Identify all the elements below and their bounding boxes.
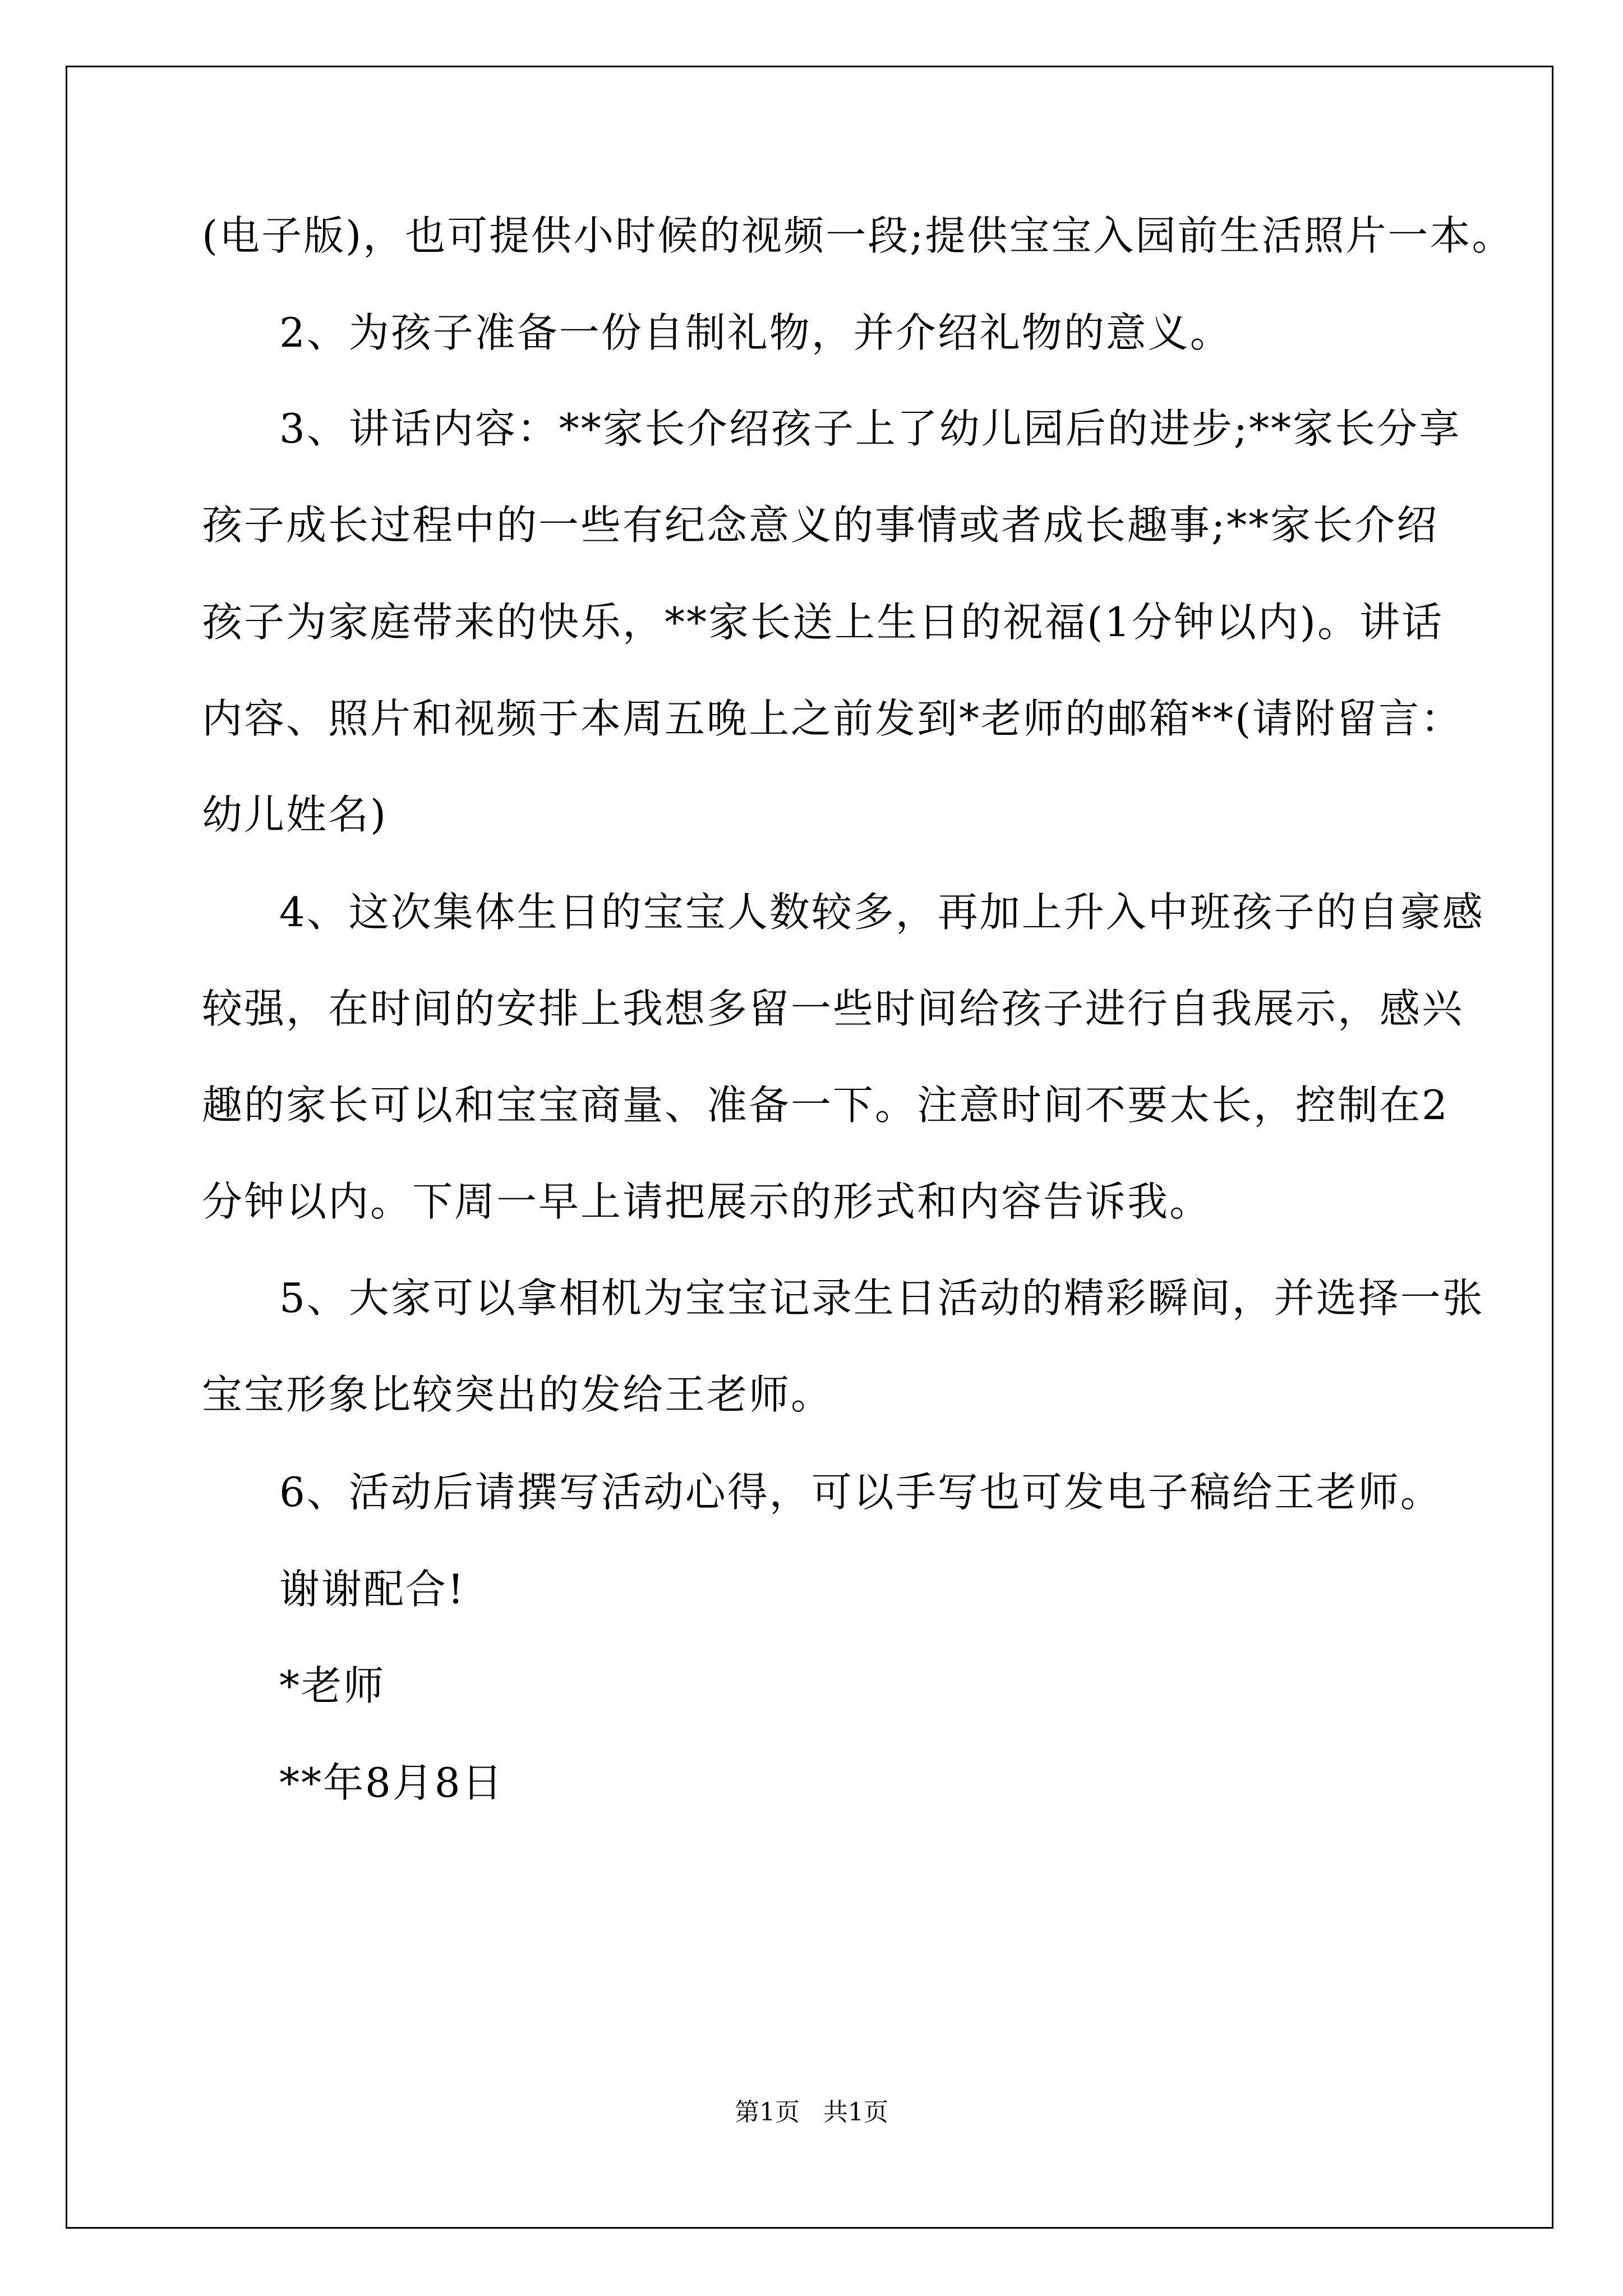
paragraph-item-3-line-5: 幼儿姓名) — [202, 791, 388, 838]
paragraph-item-4-line-4: 分钟以内。下周一早上请把展示的形式和内容告诉我。 — [202, 1178, 1212, 1225]
paragraph-item-6: 6、活动后请撰写活动心得，可以手写也可发电子稿给王老师。 — [279, 1469, 1442, 1516]
paragraph-item-3-line-3: 孩子为家庭带来的快乐，**家长送上生日的祝福(1分钟以内)。讲话 — [202, 599, 1444, 646]
paragraph-item-4-line-1: 4、这次集体生日的宝宝人数较多，再加上升入中班孩子的自豪感 — [279, 889, 1484, 936]
page-border — [66, 66, 1553, 2229]
paragraph-item-4-line-2: 较强，在时间的安排上我想多留一些时间给孩子进行自我展示，感兴 — [202, 985, 1464, 1032]
closing-thanks: 谢谢配合! — [279, 1566, 465, 1613]
paragraph-item-2: 2、为孩子准备一份自制礼物，并介绍礼物的意义。 — [279, 309, 1232, 356]
paragraph-item-3-line-4: 内容、照片和视频于本周五晚上之前发到*老师的邮箱**(请附留言： — [202, 695, 1463, 742]
paragraph-line-continuation: (电子版)，也可提供小时候的视频一段;提供宝宝入园前生活照片一本。 — [202, 212, 1514, 259]
paragraph-item-5-line-1: 5、大家可以拿相机为宝宝记录生日活动的精彩瞬间，并选择一张 — [279, 1274, 1484, 1322]
paragraph-item-3-line-2: 孩子成长过程中的一些有纪念意义的事情或者成长趣事;**家长介绍 — [202, 501, 1439, 549]
signature-date: **年8月8日 — [279, 1759, 504, 1806]
page-footer: 第1页 共1页 — [735, 2098, 888, 2127]
paragraph-item-5-line-2: 宝宝形象比较突出的发给王老师。 — [202, 1371, 833, 1418]
paragraph-item-4-line-3: 趣的家长可以和宝宝商量、准备一下。注意时间不要太长，控制在2 — [202, 1082, 1449, 1129]
paragraph-item-3-line-1: 3、讲话内容：**家长介绍孩子上了幼儿园后的进步;**家长分享 — [279, 405, 1461, 452]
signature-teacher: *老师 — [279, 1662, 386, 1709]
